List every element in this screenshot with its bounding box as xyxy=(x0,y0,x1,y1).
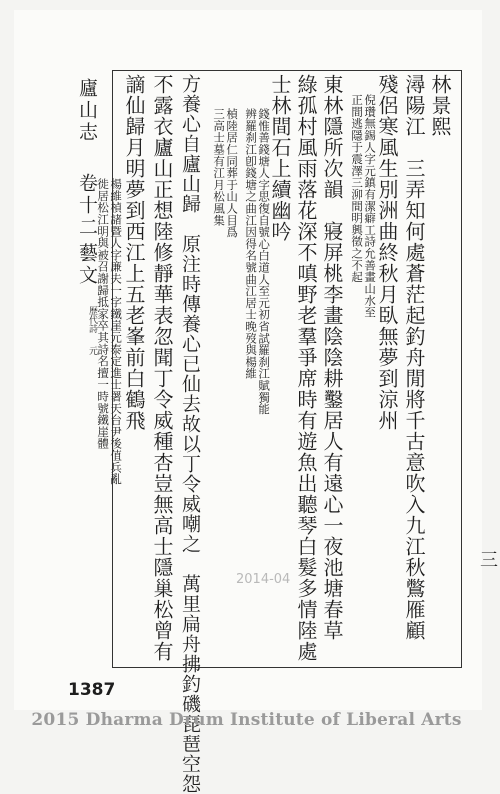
note-column: 楨陸居仁同葬于山人目爲 xyxy=(225,108,240,238)
page-number: 1387 xyxy=(68,680,116,700)
section-label: 藝文 xyxy=(76,243,98,287)
note-column: 辨羅刹江卽錢塘之曲江因得名號曲江居士晚歿與楊維 xyxy=(244,108,259,380)
watermark: 2015 Dharma Drum Institute of Liberal Arts xyxy=(31,710,462,730)
note-column: 徙居松江明與被召謝歸抵家卒其詩名擅一時號鐵崖體 xyxy=(96,178,111,450)
note-column: 正間逃隱于震澤三泖間明興徵之不起 xyxy=(350,94,365,283)
poem-column: 綠孤村風雨落花深不嗔野老羣爭席時有遊魚出聽琴白髮多情陸處 xyxy=(294,74,318,662)
poem-column: 東林隱所次韻 寢屏桃李畫陰陰耕鑿居人有遠心一夜池塘春草 xyxy=(320,74,344,641)
poet-name: 林景熙 xyxy=(428,74,452,137)
note-column: 倪瓚無錫人字元鎮有潔癖工詩允善畫山水至 xyxy=(363,94,378,319)
date-stamp: 2014-04 xyxy=(236,572,291,587)
poem-column: 不露衣廬山正想陸修靜華表忽聞丁令威種杏豈無高士隱巢松曾有 xyxy=(150,74,174,662)
volume-label: 卷十二 xyxy=(76,173,98,239)
folio-number: 三 xyxy=(477,550,498,568)
note-column: 楊維楨諸暨人字廉夫一字鐵崖元泰定進士署天台尹後值兵亂 xyxy=(109,178,124,485)
note-column: 三高士墓有江月松風集 xyxy=(212,108,227,226)
poem-column: 潯陽江 三弄知何處蒼茫起釣舟閒將千古意吹入九江秋鷩雁顧 xyxy=(402,74,426,641)
note-column: 錢惟善錢塘人字思復自號心白道人至元初省試羅刹江賦獨能 xyxy=(257,108,272,415)
poem-column: 殘侶寒風生別洲曲終秋月臥無夢到涼州 xyxy=(375,74,399,431)
poem-column: 方養心自廬山歸 原注時傳養心已仙去故以丁令威嘲之 萬里扁舟拂釣磯琵琶空怨 xyxy=(179,74,201,794)
poem-column: 謫仙歸月明夢到西江上五老峯前白鶴飛 xyxy=(122,74,146,431)
subsection-note: 元 xyxy=(87,346,97,355)
book-title: 廬山志 xyxy=(76,78,98,144)
poem-column: 士林間石上續幽吟 xyxy=(268,74,292,242)
subsection-label: 歷代詩 xyxy=(87,306,97,333)
